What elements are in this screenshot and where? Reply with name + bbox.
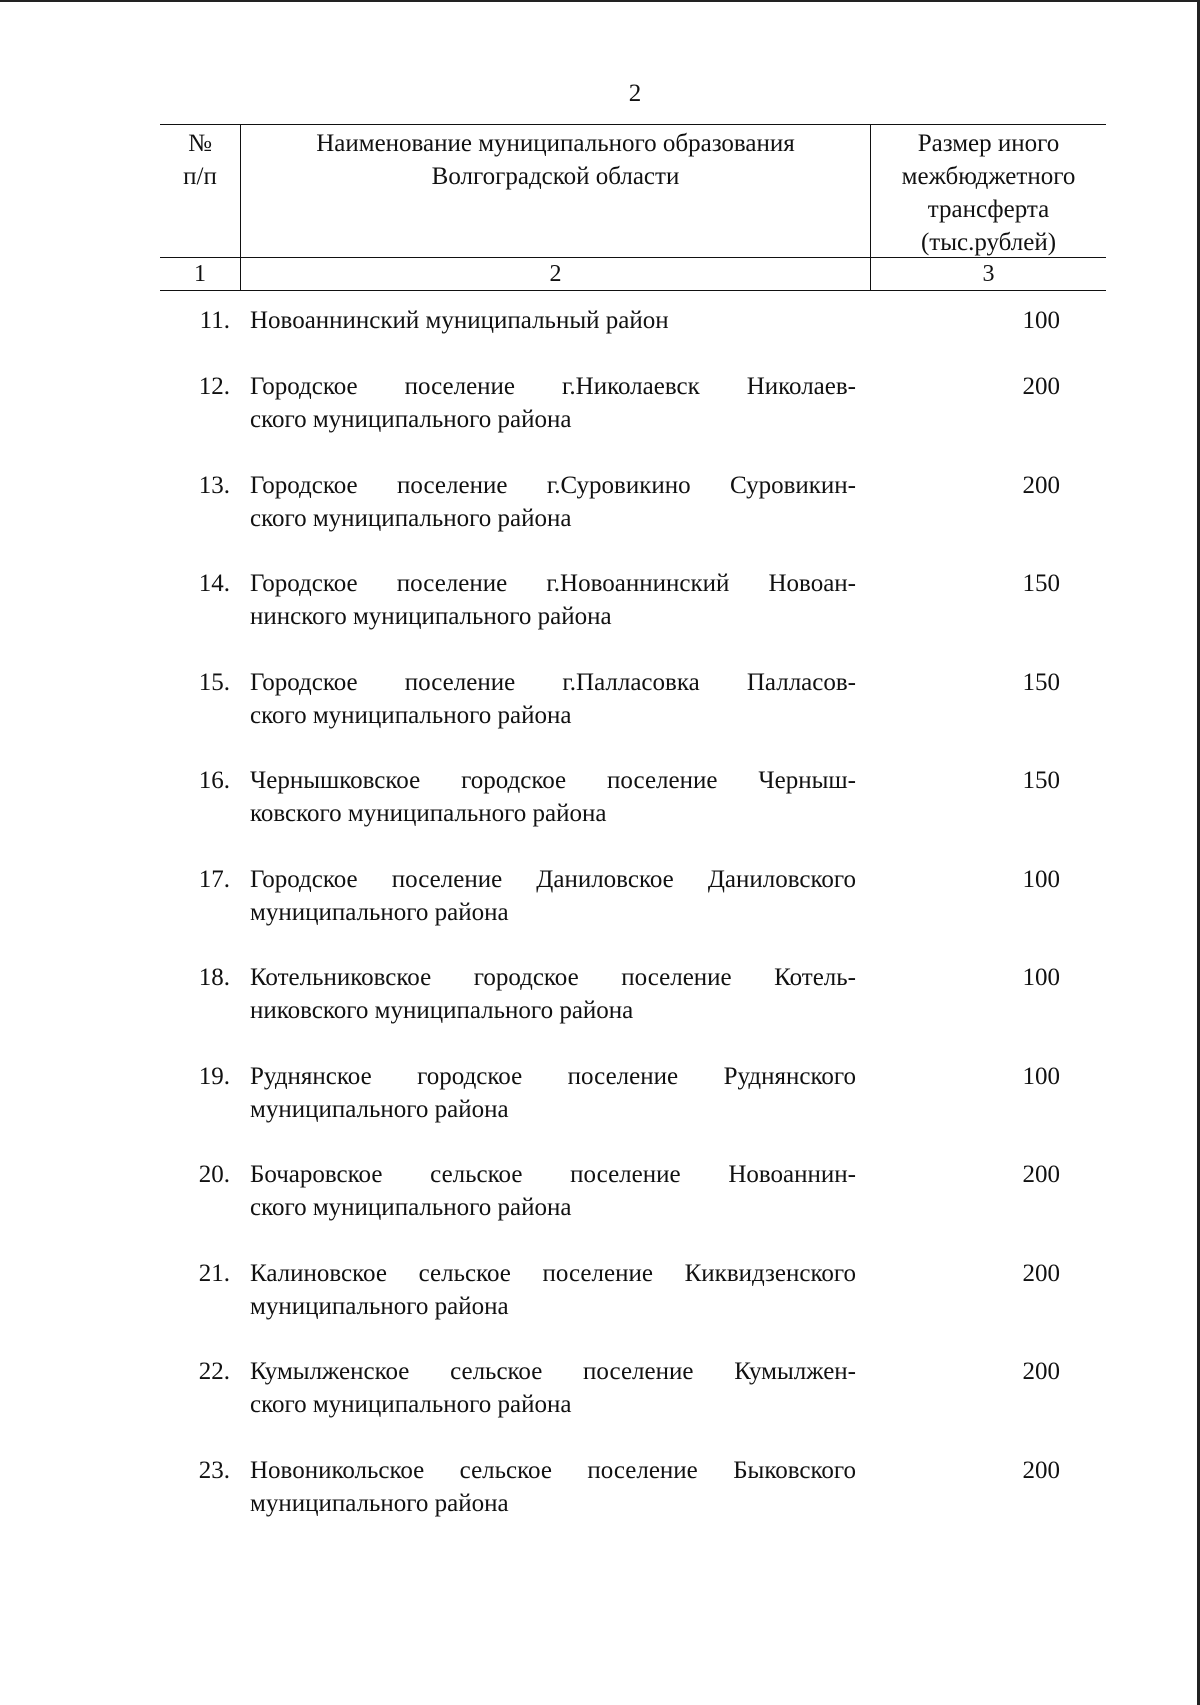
- row-transfer-amount: 100: [1022, 1063, 1060, 1090]
- row-municipality-name: [250, 764, 856, 830]
- row-number: 15.: [198, 669, 230, 696]
- row-transfer-amount: 200: [1022, 1260, 1060, 1287]
- row-name-line: ковского муниципального района: [250, 800, 607, 827]
- row-municipality-name: [250, 567, 856, 633]
- row-transfer-amount: 200: [1022, 1161, 1060, 1188]
- row-municipality-name: [250, 1060, 856, 1126]
- row-municipality-name: [250, 1454, 856, 1520]
- row-number: 14.: [198, 570, 230, 597]
- row-transfer-amount: 100: [1022, 866, 1060, 893]
- row-municipality-name: [250, 469, 856, 535]
- row-name-line: ского муниципального района: [250, 1391, 572, 1418]
- header-bottom-rule: [160, 290, 1106, 291]
- row-transfer-amount: 100: [1022, 964, 1060, 991]
- header-col-amount: Размер иного межбюджетного трансферта (тыс.рублей): [901, 130, 1076, 256]
- row-transfer-amount: 150: [1022, 767, 1060, 794]
- row-name-line: Котельниковское городское поселение Котель-: [250, 964, 856, 991]
- row-municipality-name: [250, 304, 856, 337]
- table-header: [160, 124, 1106, 291]
- row-number: 19.: [198, 1063, 230, 1090]
- row-name-line: муниципального района: [250, 899, 509, 926]
- row-name-line: муниципального района: [250, 1096, 509, 1123]
- row-name-line: муниципального района: [250, 1293, 509, 1320]
- row-transfer-amount: 200: [1022, 1358, 1060, 1385]
- row-name-line: Чернышковское городское поселение Черныш-: [250, 767, 856, 794]
- row-number: 23.: [198, 1457, 230, 1484]
- header-col-number: № п/п: [183, 130, 217, 190]
- row-transfer-amount: 100: [1022, 307, 1060, 334]
- row-name-line: Городское поселение г.Палласовка Палласов-: [250, 669, 856, 696]
- row-municipality-name: [250, 961, 856, 1027]
- row-name-line: ского муниципального района: [250, 505, 572, 532]
- header-num-2: 2: [549, 261, 562, 287]
- row-name-line: нинского муниципального района: [250, 603, 612, 630]
- row-number: 12.: [198, 373, 230, 400]
- row-municipality-name: [250, 1355, 856, 1421]
- header-col-name: Наименование муниципального образования Волгоградской области: [316, 130, 795, 190]
- row-transfer-amount: 200: [1022, 373, 1060, 400]
- row-transfer-amount: 200: [1022, 472, 1060, 499]
- row-name-line: никовского муниципального района: [250, 997, 634, 1024]
- row-number: 16.: [198, 767, 230, 794]
- row-name-line: ского муниципального района: [250, 702, 572, 729]
- row-name-line: ского муниципального района: [250, 1194, 572, 1221]
- row-municipality-name: [250, 370, 856, 436]
- row-name-line: Городское поселение г.Новоаннинский Новоан-: [250, 570, 856, 597]
- header-top-rule: [160, 124, 1106, 125]
- row-name-line: Руднянское городское поселение Руднянского: [250, 1063, 856, 1090]
- row-name-line: Кумылженское сельское поселение Кумылжен-: [250, 1358, 856, 1385]
- row-name-line: Городское поселение Даниловское Даниловского: [250, 866, 856, 893]
- row-name-line: Калиновское сельское поселение Киквидзенского: [250, 1260, 856, 1287]
- row-name-line: Бочаровское сельское поселение Новоаннин-: [250, 1161, 856, 1188]
- scan-edge-top: [0, 0, 1200, 2]
- row-name-line: Городское поселение г.Николаевск Николаев-: [250, 373, 856, 400]
- row-number: 21.: [198, 1260, 230, 1287]
- row-name-line: Новоаннинский муниципальный район: [250, 307, 669, 334]
- row-transfer-amount: 200: [1022, 1457, 1060, 1484]
- row-municipality-name: [250, 863, 856, 929]
- header-num-3: 3: [982, 261, 995, 287]
- row-number: 22.: [198, 1358, 230, 1385]
- header-num-1: 1: [194, 261, 206, 287]
- row-number: 18.: [198, 964, 230, 991]
- row-number: 17.: [198, 866, 230, 893]
- row-transfer-amount: 150: [1022, 669, 1060, 696]
- row-number: 11.: [199, 307, 230, 334]
- row-number: 13.: [198, 472, 230, 499]
- row-name-line: Городское поселение г.Суровикино Суровикин-: [250, 472, 856, 499]
- page-number: 2: [628, 80, 642, 107]
- row-municipality-name: [250, 1158, 856, 1224]
- row-name-line: Новоникольское сельское поселение Быковского: [250, 1457, 856, 1484]
- row-transfer-amount: 150: [1022, 570, 1060, 597]
- row-municipality-name: [250, 666, 856, 732]
- row-municipality-name: [250, 1257, 856, 1323]
- row-name-line: ского муниципального района: [250, 406, 572, 433]
- row-number: 20.: [198, 1161, 230, 1188]
- row-name-line: муниципального района: [250, 1490, 509, 1517]
